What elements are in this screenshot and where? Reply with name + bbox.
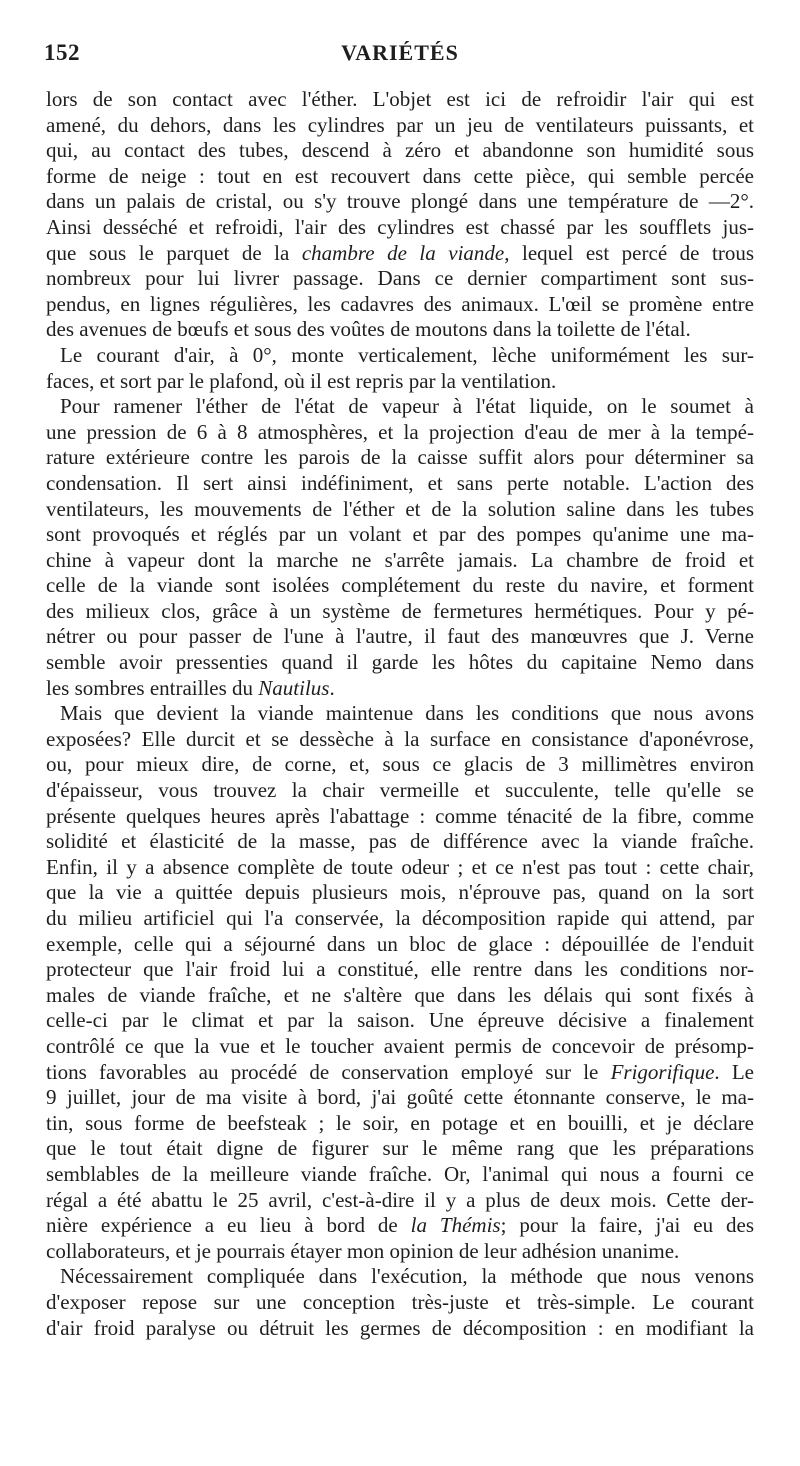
text-line: condensation. Il sert ainsi indéfiniment, et sans perte notable. L'action des [46, 470, 754, 495]
text-line: les sombres entrailles du Nautilus. [46, 675, 335, 700]
text-line: faces, et sort par le plafond, où il est repris par la ventilation. [46, 368, 557, 393]
text-line: forme de neige : tout en est recouvert dans cette pièce, qui semble percée [46, 163, 754, 188]
text-line: Le courant d'air, à 0°, monte verticalement, lèche uniformément les sur- [60, 342, 754, 367]
body-text [46, 87, 754, 1341]
text-line: régal a été abattu le 25 avril, c'est-à-dire il y a plus de deux mois. Cette der- [46, 1187, 754, 1212]
text-line: lors de son contact avec l'éther. L'objet est ici de refroidir l'air qui est [46, 87, 754, 111]
text-line: Ainsi desséché et refroidi, l'air des cylindres est chassé par les soufflets jus- [46, 214, 754, 239]
text-line: exemple, celle qui a séjourné dans un bloc de glace : dépouillée de l'enduit [46, 931, 754, 956]
text-line: du milieu artificiel qui l'a conservée, la décomposition rapide qui attend, par [46, 906, 754, 930]
text-line: qui, au contact des tubes, descend à zéro et abandonne son humidité sous [46, 138, 754, 163]
text-line: exposées? Elle durcit et se dessèche à la surface en consistance d'aponévrose, [46, 726, 754, 751]
text-line: des milieux clos, grâce à un système de fermetures hermétiques. Pour y pé- [46, 598, 754, 623]
text-line: une pression de 6 à 8 atmosphères, et la projection d'eau de mer à la tempé- [46, 419, 754, 444]
text-line: nombreux pour lui livrer passage. Dans ce dernier compartiment sont sus- [46, 266, 754, 291]
text-line: dans un palais de cristal, ou s'y trouve plongé dans une température de —2°. [46, 189, 754, 214]
text-line: Pour ramener l'éther de l'état de vapeur à l'état liquide, on le soumet à [60, 394, 754, 419]
text-line: d'exposer repose sur une conception très-juste et très-simple. Le courant [46, 1289, 754, 1314]
page-number: 152 [44, 40, 80, 65]
text-line: d'air froid paralyse ou détruit les germes de décomposition : en modifiant la [46, 1315, 754, 1340]
text-line: que sous le parquet de la chambre de la viande, lequel est percé de trous [46, 240, 754, 265]
text-line: males de viande fraîche, et ne s'altère que dans les délais qui sont fixés à [46, 982, 754, 1007]
text-line: tions favorables au procédé de conservation employé sur le Frigorifique. Le [46, 1059, 754, 1084]
text-line: protecteur que l'air froid lui a constitué, elle rentre dans les conditions nor- [46, 957, 754, 982]
text-line: chine à vapeur dont la marche ne s'arrête jamais. La chambre de froid et [46, 547, 754, 572]
text-line: Nécessairement compliquée dans l'exécution, la méthode que nous venons [60, 1264, 754, 1289]
text-line: que la vie a quittée depuis plusieurs mois, n'éprouve pas, quand on la sort [46, 880, 754, 905]
text-line: semblables de la meilleure viande fraîche. Or, l'animal qui nous a fourni ce [46, 1161, 754, 1186]
text-line: amené, du dehors, dans les cylindres par un jeu de ventilateurs puissants, et [46, 112, 754, 137]
text-line: celle de la viande sont isolées complétement du reste du navire, et forment [46, 573, 754, 598]
text-line: ventilateurs, les mouvements de l'éther et de la solution saline dans les tubes [46, 496, 754, 521]
text-line: des avenues de bœufs et sous des voûtes de moutons dans la toilette de l'étal. [46, 317, 691, 342]
text-line: collaborateurs, et je pourrais étayer mon opinion de leur adhésion unanime. [46, 1238, 680, 1263]
text-line: nétrer ou pour passer de l'une à l'autre, il faut des manœuvres que J. Verne [46, 624, 754, 649]
text-line: que le tout était digne de figurer sur le même rang que les préparations [46, 1136, 754, 1161]
text-line: celle-ci par le climat et par la saison. Une épreuve décisive a finalement [46, 1008, 754, 1033]
text-line: sont provoqués et réglés par un volant et par des pompes qu'anime une ma- [46, 522, 754, 547]
text-line: présente quelques heures après l'abattage : comme ténacité de la fibre, comme [46, 803, 754, 828]
text-line: 9 juillet, jour de ma visite à bord, j'ai goûté cette étonnante conserve, le ma- [46, 1085, 754, 1110]
text-line: tin, sous forme de beefsteak ; le soir, en potage et en bouilli, et je déclare [46, 1110, 754, 1135]
text-line: solidité et élasticité de la masse, pas de différence avec la viande fraîche. [46, 829, 754, 854]
text-line: Enfin, il y a absence complète de toute odeur ; et ce n'est pas tout : cette chair, [46, 854, 754, 879]
text-line: pendus, en lignes régulières, les cadavres des animaux. L'œil se promène entre [46, 291, 754, 316]
running-head: VARIÉTÉS [341, 40, 459, 65]
text-line: d'épaisseur, vous trouvez la chair vermeille et succulente, telle qu'elle se [46, 778, 754, 803]
text-line: contrôlé ce que la vue et le toucher avaient permis de concevoir de présomp- [46, 1033, 754, 1058]
text-line: nière expérience a eu lieu à bord de la Thémis; pour la faire, j'ai eu des [46, 1213, 754, 1238]
page-header [44, 40, 756, 76]
text-line: ou, pour mieux dire, de corne, et, sous ce glacis de 3 millimètres environ [46, 752, 754, 777]
text-line: semble avoir pressenties quand il garde les hôtes du capitaine Nemo dans [46, 650, 754, 675]
text-line: Mais que devient la viande maintenue dans les conditions que nous avons [60, 701, 754, 726]
text-line: rature extérieure contre les parois de la caisse suffit alors pour déterminer sa [46, 445, 754, 470]
